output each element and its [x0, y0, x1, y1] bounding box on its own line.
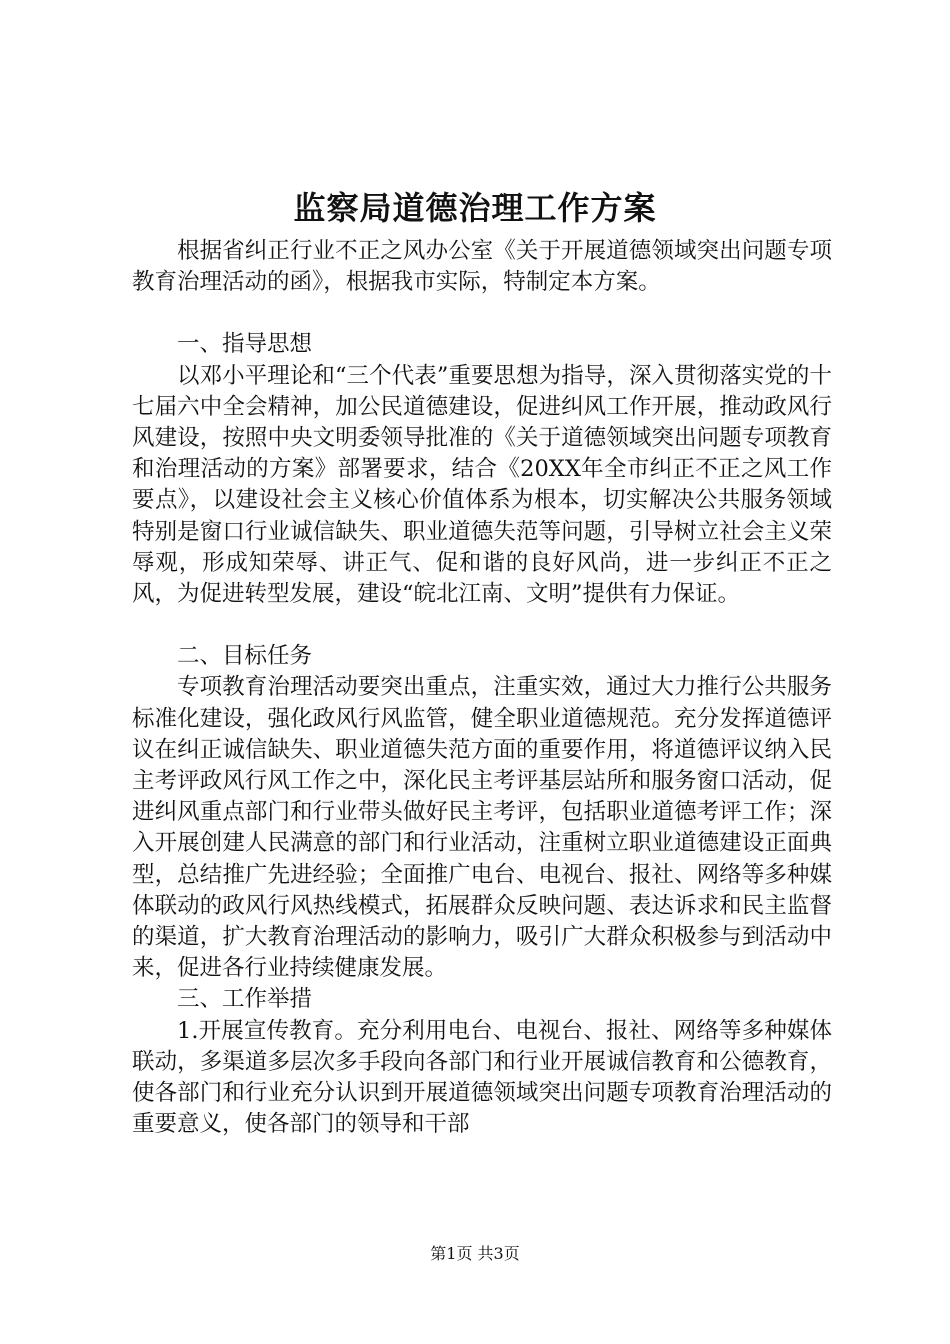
section-heading-measures: 三、工作举措 [177, 986, 313, 1013]
paragraph-gap [132, 610, 832, 641]
section-heading-guiding-thought: 一、指导思想 [177, 331, 313, 358]
intro-paragraph: 根据省纠正行业不正之风办公室《关于开展道德领域突出问题专项教育治理活动的函》，根据我市实际，特制定本方案。 [132, 238, 832, 296]
document-body [132, 236, 832, 1140]
page-number-footer: 第1页 共3页 [430, 1244, 520, 1263]
section-paragraph-guiding-thought: 以邓小平理论和“三个代表”重要思想为指导，深入贯彻落实党的十七届六中全会精神，加公民道德建设，促进纠风工作开展，推动政风行风建设，按照中央文明委领导批准的《关于道德领域突出问题专项教育和治理活动的方案》部署要求，结合《20XX年全市纠正不正之风工作要点》，以建设社会主义核心价值体系为根本，切实解决公共服务领域特别是窗口行业诚信缺失、职业道德失范等问题，引导树立社会主义荣辱观，形成知荣辱、讲正气、促和谐的良好风尚，进一步纠正不正之风，为促进转型发展，建设“皖北江南、文明”提供有力保证。 [132, 362, 832, 608]
section-paragraph-objectives: 专项教育治理活动要突出重点，注重实效，通过大力推行公共服务标准化建设，强化政风行风监管，健全职业道德规范。充分发挥道德评议在纠正诚信缺失、职业道德失范方面的重要作用，将道德评议纳入民主考评政风行风工作之中，深化民主考评基层站所和服务窗口活动，促进纠风重点部门和行业带头做好民主考评，包括职业道德考评工作；深入开展创建人民满意的部门和行业活动，注重树立职业道德建设正面典型，总结推广先进经验；全面推广电台、电视台、报社、网络等多种媒体联动的政风行风热线模式，拓展群众反映问题、表达诉求和民主监督的渠道，扩大教育治理活动的影响力，吸引广大群众积极参与到活动中来，促进各行业持续健康发展。 [132, 674, 832, 982]
section-paragraph-measures: 1.开展宣传教育。充分利用电台、电视台、报社、网络等多种媒体联动，多渠道多层次多手段向各部门和行业开展诚信教育和公德教育，使各部门和行业充分认识到开展道德领域突出问题专项教育治理活动的重要意义，使各部门的领导和干部 [132, 1017, 832, 1138]
section-heading-objectives: 二、目标任务 [177, 643, 313, 670]
paragraph-gap [132, 298, 832, 329]
document-title: 监察局道德治理工作方案 [293, 189, 657, 227]
